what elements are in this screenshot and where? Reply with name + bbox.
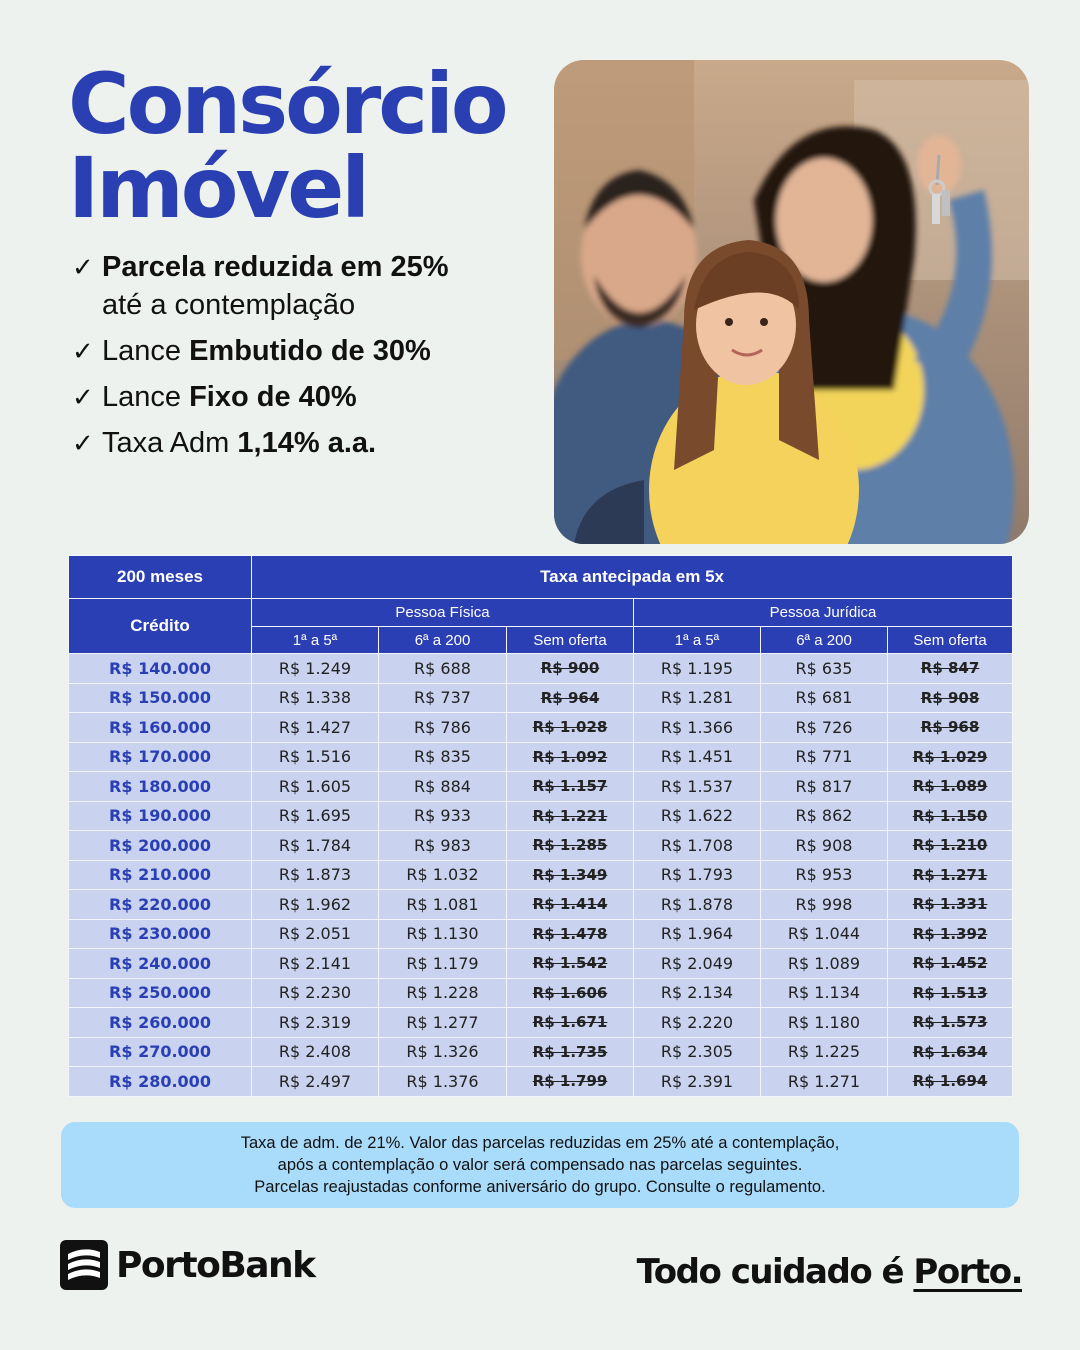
- no-offer-value: R$ 1.029: [888, 742, 1013, 772]
- benefit-text: Taxa Adm: [102, 427, 238, 459]
- table-row: [69, 978, 1013, 1008]
- check-icon: ✓: [72, 336, 94, 366]
- no-offer-value: R$ 1.671: [507, 1008, 634, 1038]
- column-header: Sem oferta: [507, 627, 634, 654]
- installment-value: R$ 1.695: [252, 801, 379, 831]
- installment-value: R$ 1.179: [379, 949, 507, 979]
- installments-table: [68, 555, 1013, 1097]
- installment-value: R$ 2.408: [252, 1037, 379, 1067]
- table-row: [69, 949, 1013, 979]
- no-offer-value: R$ 1.210: [888, 831, 1013, 861]
- installment-value: R$ 933: [379, 801, 507, 831]
- no-offer-value: R$ 1.349: [507, 860, 634, 890]
- installment-value: R$ 1.451: [634, 742, 761, 772]
- no-offer-value: R$ 1.392: [888, 919, 1013, 949]
- installment-value: R$ 953: [761, 860, 888, 890]
- column-header: 1ª a 5ª: [252, 627, 379, 654]
- installment-value: R$ 1.195: [634, 654, 761, 684]
- family-photo: [554, 60, 1029, 544]
- installment-value: R$ 1.622: [634, 801, 761, 831]
- credit-value: R$ 220.000: [69, 890, 252, 920]
- installment-value: R$ 2.305: [634, 1037, 761, 1067]
- table-row: [69, 1008, 1013, 1038]
- table-row: [69, 654, 1013, 684]
- disclaimer-line: Parcelas reajustadas conforme aniversário do grupo. Consulte o regulamento.: [254, 1178, 826, 1196]
- portobank-logo-icon: [60, 1240, 108, 1290]
- installment-value: R$ 1.281: [634, 683, 761, 713]
- no-offer-value: R$ 1.799: [507, 1067, 634, 1097]
- no-offer-value: R$ 1.452: [888, 949, 1013, 979]
- no-offer-value: R$ 1.271: [888, 860, 1013, 890]
- installment-value: R$ 726: [761, 713, 888, 743]
- page-title: [68, 55, 506, 237]
- no-offer-value: R$ 1.542: [507, 949, 634, 979]
- installment-value: R$ 1.516: [252, 742, 379, 772]
- installment-value: R$ 835: [379, 742, 507, 772]
- installment-value: R$ 1.228: [379, 978, 507, 1008]
- installment-value: R$ 862: [761, 801, 888, 831]
- installment-value: R$ 1.180: [761, 1008, 888, 1038]
- installment-value: R$ 1.708: [634, 831, 761, 861]
- installment-value: R$ 688: [379, 654, 507, 684]
- no-offer-value: R$ 1.634: [888, 1037, 1013, 1067]
- installment-value: R$ 2.141: [252, 949, 379, 979]
- term-header: 200 meses: [69, 556, 252, 599]
- benefit-highlight: Embutido de 30%: [189, 335, 431, 367]
- check-icon: ✓: [72, 428, 94, 458]
- credit-value: R$ 160.000: [69, 713, 252, 743]
- table-row: [69, 831, 1013, 861]
- installment-value: R$ 1.277: [379, 1008, 507, 1038]
- credit-value: R$ 240.000: [69, 949, 252, 979]
- disclaimer-box: [61, 1122, 1019, 1208]
- installment-value: R$ 2.134: [634, 978, 761, 1008]
- table-row: [69, 1037, 1013, 1067]
- installment-value: R$ 635: [761, 654, 888, 684]
- installment-value: R$ 817: [761, 772, 888, 802]
- installment-value: R$ 1.605: [252, 772, 379, 802]
- benefit-highlight: 1,14% a.a.: [237, 427, 377, 459]
- installment-value: R$ 1.032: [379, 860, 507, 890]
- column-header: Sem oferta: [888, 627, 1013, 654]
- title-line-2: Imóvel: [68, 139, 368, 237]
- brand-slogan: [637, 1252, 1022, 1292]
- installment-value: R$ 1.249: [252, 654, 379, 684]
- column-header: 6ª a 200: [761, 627, 888, 654]
- benefit-item: [72, 424, 449, 462]
- installment-value: R$ 786: [379, 713, 507, 743]
- credit-value: R$ 250.000: [69, 978, 252, 1008]
- installment-value: R$ 1.130: [379, 919, 507, 949]
- credit-value: R$ 180.000: [69, 772, 252, 802]
- no-offer-value: R$ 964: [507, 683, 634, 713]
- disclaimer-line: após a contemplação o valor será compensado nas parcelas seguintes.: [277, 1156, 803, 1174]
- slogan-porto: Porto.: [913, 1252, 1022, 1292]
- benefit-text: Lance: [102, 335, 190, 367]
- credit-header: Crédito: [69, 599, 252, 654]
- credit-value: R$ 280.000: [69, 1067, 252, 1097]
- installment-value: R$ 2.497: [252, 1067, 379, 1097]
- installment-value: R$ 2.319: [252, 1008, 379, 1038]
- installment-value: R$ 1.427: [252, 713, 379, 743]
- benefit-subtext: até a contemplação: [102, 289, 356, 321]
- no-offer-value: R$ 908: [888, 683, 1013, 713]
- no-offer-value: R$ 1.735: [507, 1037, 634, 1067]
- no-offer-value: R$ 1.089: [888, 772, 1013, 802]
- credit-value: R$ 190.000: [69, 801, 252, 831]
- installment-value: R$ 681: [761, 683, 888, 713]
- table-row: [69, 742, 1013, 772]
- installment-value: R$ 2.220: [634, 1008, 761, 1038]
- table-row: [69, 801, 1013, 831]
- check-icon: ✓: [72, 382, 94, 412]
- installment-value: R$ 983: [379, 831, 507, 861]
- table-row: [69, 890, 1013, 920]
- installment-value: R$ 1.376: [379, 1067, 507, 1097]
- benefit-item: [72, 378, 449, 416]
- no-offer-value: R$ 847: [888, 654, 1013, 684]
- no-offer-value: R$ 900: [507, 654, 634, 684]
- installment-value: R$ 1.878: [634, 890, 761, 920]
- table-body: [69, 654, 1013, 1097]
- no-offer-value: R$ 1.150: [888, 801, 1013, 831]
- installment-value: R$ 2.391: [634, 1067, 761, 1097]
- installment-value: R$ 884: [379, 772, 507, 802]
- slogan-text: Todo cuidado é: [636, 1252, 914, 1292]
- installment-value: R$ 1.271: [761, 1067, 888, 1097]
- table-row: [69, 713, 1013, 743]
- installment-value: R$ 1.044: [761, 919, 888, 949]
- credit-value: R$ 170.000: [69, 742, 252, 772]
- no-offer-value: R$ 1.157: [507, 772, 634, 802]
- installment-value: R$ 1.962: [252, 890, 379, 920]
- installment-value: R$ 1.134: [761, 978, 888, 1008]
- no-offer-value: R$ 1.285: [507, 831, 634, 861]
- installment-value: R$ 1.089: [761, 949, 888, 979]
- benefit-highlight: Parcela reduzida em 25%: [102, 251, 449, 283]
- benefit-item: [72, 248, 449, 324]
- no-offer-value: R$ 1.092: [507, 742, 634, 772]
- column-header: 6ª a 200: [379, 627, 507, 654]
- table-row: [69, 772, 1013, 802]
- credit-value: R$ 150.000: [69, 683, 252, 713]
- no-offer-value: R$ 1.513: [888, 978, 1013, 1008]
- no-offer-value: R$ 1.028: [507, 713, 634, 743]
- check-icon: ✓: [72, 252, 94, 282]
- installment-value: R$ 1.537: [634, 772, 761, 802]
- installment-value: R$ 1.366: [634, 713, 761, 743]
- installment-value: R$ 1.225: [761, 1037, 888, 1067]
- benefit-item: [72, 332, 449, 370]
- credit-value: R$ 200.000: [69, 831, 252, 861]
- installment-value: R$ 1.873: [252, 860, 379, 890]
- disclaimer-line: Taxa de adm. de 21%. Valor das parcelas reduzidas em 25% até a contemplação,: [240, 1134, 840, 1152]
- installment-value: R$ 2.049: [634, 949, 761, 979]
- rate-header: Taxa antecipada em 5x: [252, 556, 1013, 599]
- no-offer-value: R$ 1.573: [888, 1008, 1013, 1038]
- table-row: [69, 1067, 1013, 1097]
- family-illustration: [554, 60, 1029, 544]
- installment-value: R$ 1.964: [634, 919, 761, 949]
- benefit-text: Lance: [102, 381, 190, 413]
- no-offer-value: R$ 1.221: [507, 801, 634, 831]
- credit-value: R$ 140.000: [69, 654, 252, 684]
- credit-value: R$ 260.000: [69, 1008, 252, 1038]
- group-header-pf: Pessoa Física: [252, 599, 634, 627]
- no-offer-value: R$ 1.694: [888, 1067, 1013, 1097]
- no-offer-value: R$ 1.331: [888, 890, 1013, 920]
- installment-value: R$ 1.793: [634, 860, 761, 890]
- installment-value: R$ 1.081: [379, 890, 507, 920]
- installment-value: R$ 1.338: [252, 683, 379, 713]
- installment-value: R$ 1.784: [252, 831, 379, 861]
- no-offer-value: R$ 1.478: [507, 919, 634, 949]
- installment-value: R$ 1.326: [379, 1037, 507, 1067]
- column-header: 1ª a 5ª: [634, 627, 761, 654]
- no-offer-value: R$ 1.606: [507, 978, 634, 1008]
- installment-value: R$ 908: [761, 831, 888, 861]
- no-offer-value: R$ 968: [888, 713, 1013, 743]
- benefit-highlight: Fixo de 40%: [189, 381, 357, 413]
- installment-value: R$ 998: [761, 890, 888, 920]
- table-row: [69, 860, 1013, 890]
- table-row: [69, 683, 1013, 713]
- title-line-1: Consórcio: [68, 55, 506, 153]
- table-row: [69, 919, 1013, 949]
- credit-value: R$ 210.000: [69, 860, 252, 890]
- portobank-logo: [60, 1240, 315, 1290]
- benefits-list: [72, 248, 449, 470]
- group-header-pj: Pessoa Jurídica: [634, 599, 1013, 627]
- installment-value: R$ 2.051: [252, 919, 379, 949]
- installment-value: R$ 771: [761, 742, 888, 772]
- brand-name: PortoBank: [116, 1244, 315, 1286]
- credit-value: R$ 230.000: [69, 919, 252, 949]
- credit-value: R$ 270.000: [69, 1037, 252, 1067]
- installment-value: R$ 2.230: [252, 978, 379, 1008]
- no-offer-value: R$ 1.414: [507, 890, 634, 920]
- installment-value: R$ 737: [379, 683, 507, 713]
